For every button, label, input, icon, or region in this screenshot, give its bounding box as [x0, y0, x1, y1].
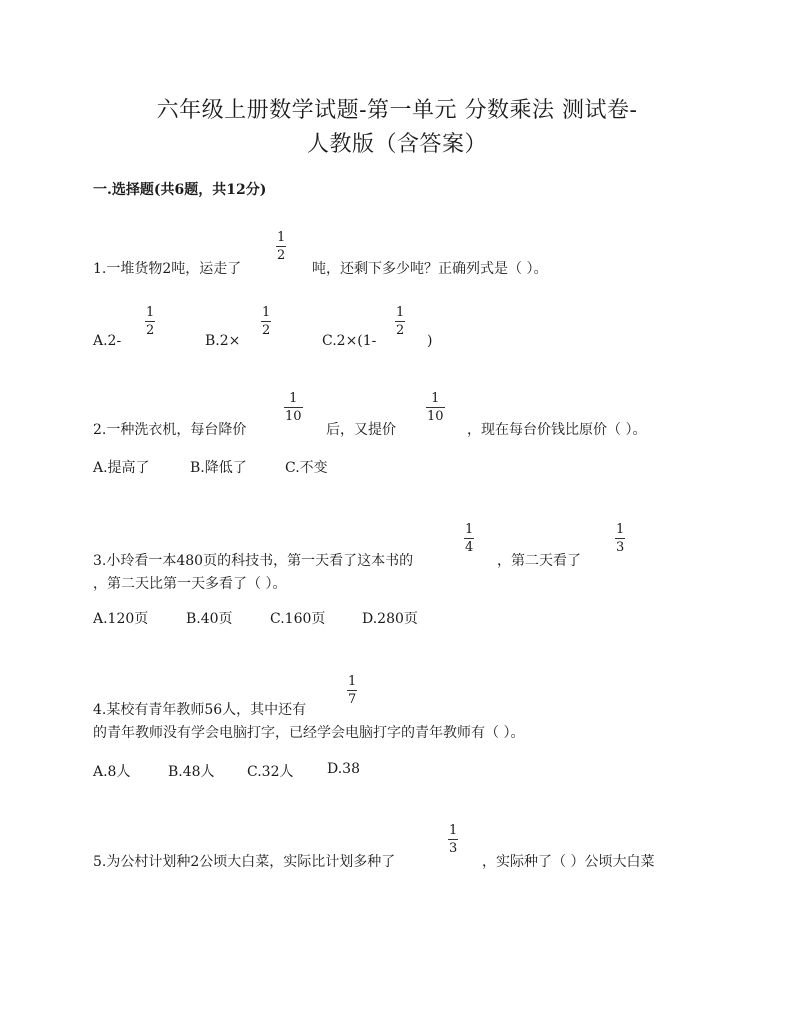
fraction-bar	[276, 246, 286, 247]
q4-option-b: B.48人	[168, 764, 215, 780]
q3-fraction-2	[615, 523, 625, 554]
q3-option-d: D.280页	[362, 611, 418, 627]
q1-stem-after: 吨，还剩下多少吨？正确列式是（ ）。	[312, 261, 548, 277]
fraction-numerator: 1	[465, 522, 474, 537]
fraction-numerator: 1	[262, 305, 271, 320]
fraction-bar	[464, 538, 474, 539]
fraction-denominator: 7	[348, 692, 357, 707]
title-line-2: 人教版（含答案）	[306, 132, 487, 157]
q4-option-c: C.32人	[247, 764, 294, 780]
fraction-bar	[615, 538, 625, 539]
fraction-numerator: 1	[277, 230, 286, 245]
q1-option-c-fraction	[395, 306, 405, 337]
fraction-numerator: 1	[616, 522, 625, 537]
q4-option-d: D.38	[327, 761, 360, 777]
q2-fraction-1	[284, 392, 303, 423]
q4-option-a: A.8人	[93, 764, 131, 780]
fraction-bar	[426, 407, 445, 408]
fraction-numerator: 1	[146, 305, 155, 320]
q1-option-c-close: )	[427, 333, 433, 349]
fraction-bar	[284, 407, 303, 408]
q3-stem-line-2: ，第二天比第一天多看了（ ）。	[93, 576, 287, 592]
fraction-numerator: 1	[449, 823, 458, 838]
q1-stem-before: 1.一堆货物2吨，运走了	[93, 261, 242, 277]
q5-fraction-1	[448, 824, 458, 855]
fraction-denominator: 2	[277, 248, 286, 263]
fraction-denominator: 3	[449, 841, 458, 856]
fraction-bar	[145, 321, 155, 322]
fraction-denominator: 2	[396, 323, 405, 338]
fraction-denominator: 4	[465, 540, 474, 555]
q1-option-a-fraction	[145, 306, 155, 337]
q3-option-b: B.40页	[186, 611, 233, 627]
q2-stem-part-1: 2.一种洗衣机，每台降价	[93, 422, 247, 438]
q1-option-b-fraction	[261, 306, 271, 337]
fraction-bar	[261, 321, 271, 322]
fraction-bar	[448, 839, 458, 840]
fraction-denominator: 10	[285, 409, 302, 424]
q4-stem-part-1: 4.某校有青年教师56人，其中还有	[93, 702, 307, 718]
fraction-numerator: 1	[396, 305, 405, 320]
title-line-1: 六年级上册数学试题-第一单元 分数乘法 测试卷-	[156, 98, 638, 123]
fraction-denominator: 10	[427, 409, 444, 424]
q2-stem-part-3: ，现在每台价钱比原价（ ）。	[467, 422, 647, 438]
q4-stem-line-2: 的青年教师没有学会电脑打字，已经学会电脑打字的青年教师有（ ）。	[93, 725, 525, 741]
fraction-numerator: 1	[289, 391, 298, 406]
fraction-numerator: 1	[431, 391, 440, 406]
fraction-bar	[395, 321, 405, 322]
q2-stem-part-2: 后，又提价	[326, 422, 396, 438]
q2-option-c: C.不变	[285, 460, 328, 476]
q1-option-b: B.2×	[205, 333, 241, 349]
q1-stem-fraction	[276, 231, 286, 262]
fraction-numerator: 1	[348, 674, 357, 689]
q3-option-a: A.120页	[93, 611, 149, 627]
q4-fraction-1	[347, 675, 357, 706]
fraction-bar	[347, 690, 357, 691]
q1-option-c: C.2×(1-	[322, 333, 377, 349]
fraction-denominator: 3	[616, 540, 625, 555]
q3-fraction-1	[464, 523, 474, 554]
q5-stem-part-1: 5.为公村计划种2公顷大白菜，实际比计划多种了	[93, 854, 396, 870]
q3-stem-part-2: ，第二天看了	[497, 553, 581, 569]
q3-stem-part-1: 3.小玲看一本480页的科技书，第一天看了这本书的	[93, 553, 414, 569]
section-heading: 一.选择题(共6题，共12分)	[93, 182, 267, 198]
q3-option-c: C.160页	[270, 611, 326, 627]
q1-option-a: A.2-	[93, 333, 122, 349]
fraction-denominator: 2	[262, 323, 271, 338]
q5-stem-part-2: ，实际种了（ ）公顷大白菜	[482, 854, 655, 870]
q2-option-b: B.降低了	[190, 460, 247, 476]
fraction-denominator: 2	[146, 323, 155, 338]
q2-option-a: A.提高了	[93, 460, 150, 476]
q2-fraction-2	[426, 392, 445, 423]
